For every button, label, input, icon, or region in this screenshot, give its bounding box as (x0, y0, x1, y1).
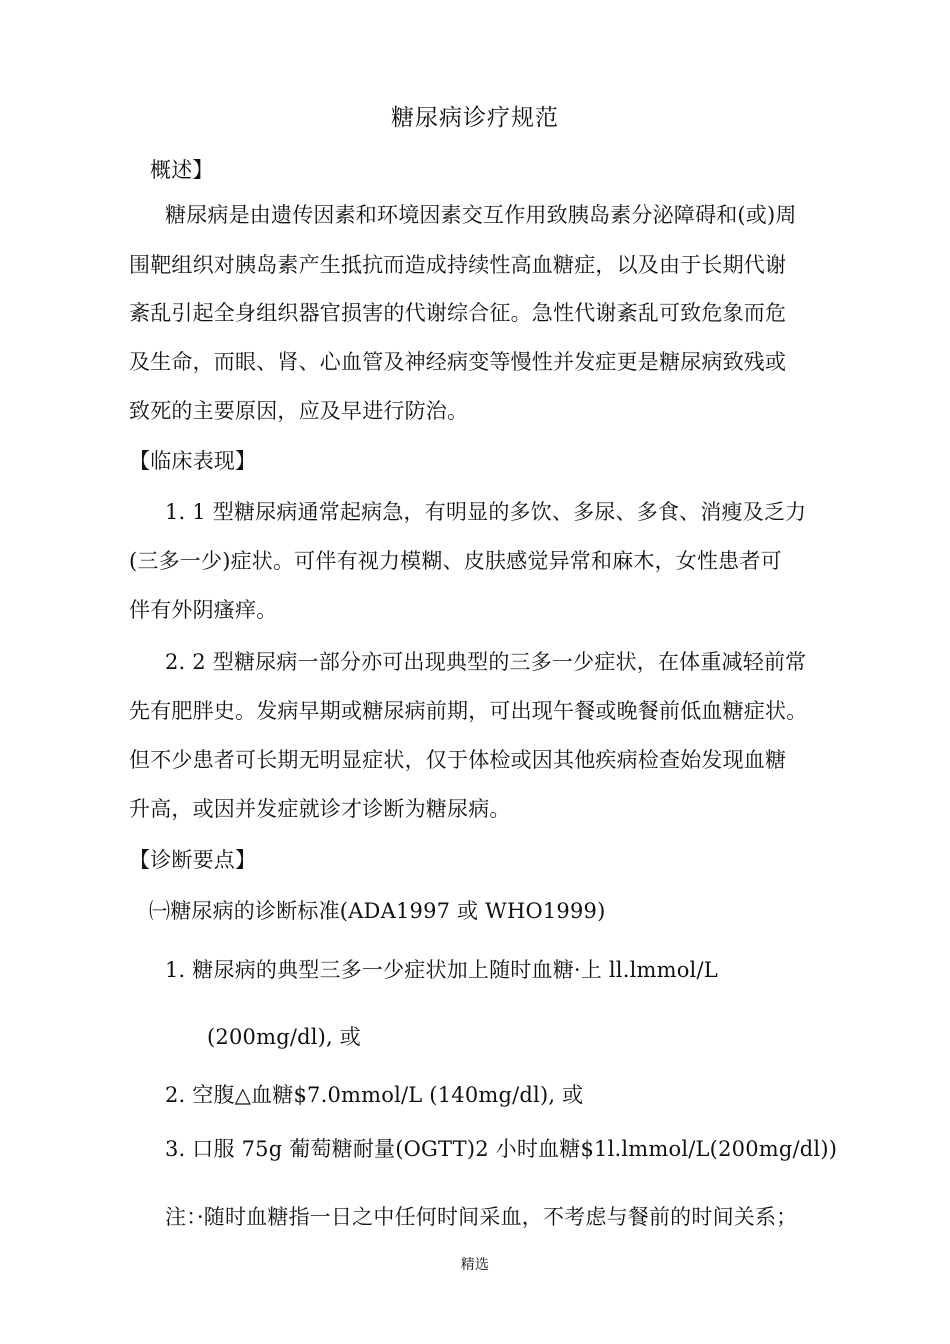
overview-line-4: 及生命，而眼、肾、心血管及神经病变等慢性并发症更是糖尿病致残或 (129, 350, 787, 374)
criteria-item-2: 2. 空腹△血糖$7.0mmol/L (140mg/dl), 或 (165, 1083, 584, 1107)
page-footer: 精选 (460, 1257, 490, 1273)
clinical-item-2-line-3: 但不少患者可长期无明显症状，仅于体检或因其他疾病检查始发现血糖 (129, 748, 787, 772)
overview-line-2: 围靶组织对胰岛素产生抵抗而造成持续性高血糖症，以及由于长期代谢 (129, 253, 787, 277)
clinical-item-1-line-1: 1. 1 型糖尿病通常起病急，有明显的多饮、多尿、多食、消瘦及乏力 (165, 500, 807, 524)
clinical-item-2-line-2: 先有肥胖史。发病早期或糖尿病前期，可出现午餐或晚餐前低血糖症状。 (129, 699, 808, 723)
criteria-item-1: 1. 糖尿病的典型三多一少症状加上随时血糖·上 ll.lmmol/L (165, 958, 718, 982)
document-title: 糖尿病诊疗规范 (391, 105, 559, 131)
overview-line-1: 糖尿病是由遗传因素和环境因素交互作用致胰岛素分泌障碍和(或)周 (165, 203, 797, 227)
criteria-item-1-continued: (200mg/dl), 或 (207, 1025, 362, 1049)
clinical-item-2-line-1: 2. 2 型糖尿病一部分亦可出现典型的三多一少症状，在体重减轻前常 (165, 650, 807, 674)
clinical-heading: 【临床表现】 (129, 449, 257, 473)
criteria-item-3: 3. 口服 75g 葡萄糖耐量(OGTT)2 小时血糖$1l.lmmol/L(200mg/dl)) (165, 1137, 838, 1161)
clinical-item-2-line-4: 升高，或因并发症就诊才诊断为糖尿病。 (129, 797, 511, 821)
overview-line-3: 紊乱引起全身组织器官损害的代谢综合征。急性代谢紊乱可致危象而危 (129, 301, 787, 325)
note-line: 注：·随时血糖指一日之中任何时间采血，不考虑与餐前的时间关系； (165, 1205, 798, 1229)
overview-heading: 概述】 (150, 158, 214, 182)
diagnosis-heading: 【诊断要点】 (129, 848, 257, 872)
criteria-heading: ㈠糖尿病的诊断标准(ADA1997 或 WHO1999) (149, 899, 606, 923)
overview-line-5: 致死的主要原因，应及早进行防治。 (129, 399, 469, 423)
clinical-item-1-line-3: 伴有外阴瘙痒。 (129, 598, 278, 622)
clinical-item-1-line-2: (三多一少)症状。可伴有视力模糊、皮肤感觉异常和麻木，女性患者可 (129, 549, 782, 573)
